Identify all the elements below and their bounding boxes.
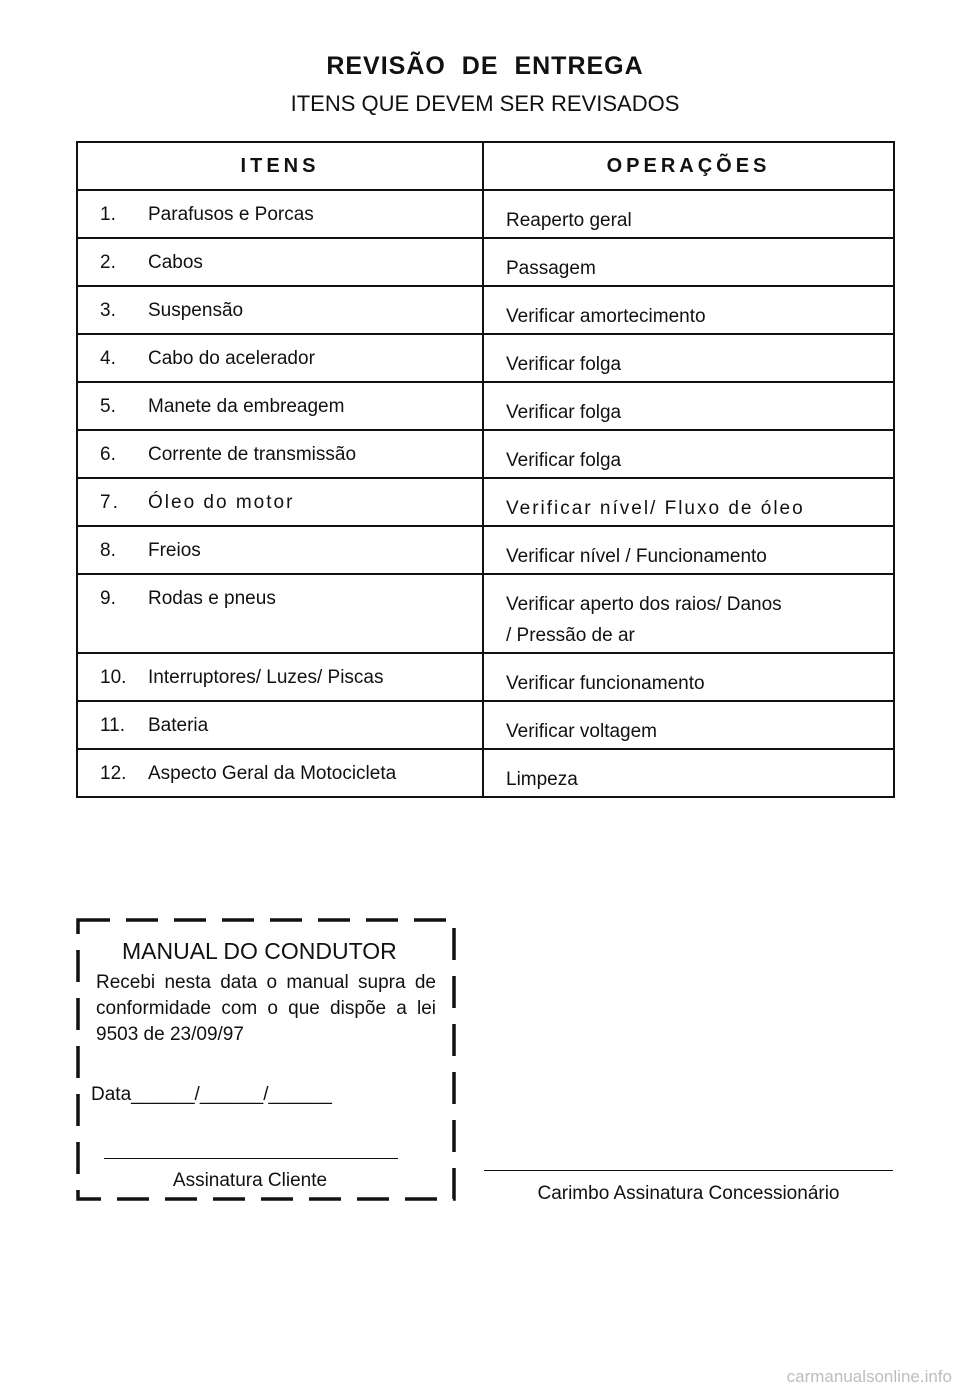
- operation: Verificar nível / Funcionamento: [506, 546, 767, 567]
- item-name: Rodas e pneus: [148, 588, 276, 609]
- table-row: [77, 286, 894, 334]
- operation: Verificar voltagem: [506, 721, 658, 742]
- item-number: 10.: [100, 667, 127, 688]
- page-subtitle: ITENS QUE DEVEM SER REVISADOS: [290, 91, 680, 116]
- item-number: 7.: [100, 492, 120, 513]
- table-row: [77, 574, 894, 653]
- client-signature-label: Assinatura Cliente: [172, 1170, 328, 1191]
- item-number: 9.: [100, 588, 116, 609]
- table-row: [77, 382, 894, 430]
- operation: Passagem: [506, 258, 596, 279]
- item-name: Cabo do acelerador: [148, 348, 315, 369]
- page-title: REVISÃO DE ENTREGA: [326, 52, 644, 80]
- item-name: Parafusos e Porcas: [148, 204, 314, 225]
- item-number: 4.: [100, 348, 116, 369]
- operation: Verificar folga: [506, 402, 622, 423]
- operation-continued: / Pressão de ar: [506, 625, 635, 646]
- client-signature-line[interactable]: [104, 1158, 398, 1159]
- dealer-signature-label: Carimbo Assinatura Concessionário: [537, 1183, 840, 1204]
- revision-table: [76, 141, 895, 798]
- item-name: Manete da embreagem: [148, 396, 345, 417]
- dealer-signature-line[interactable]: [484, 1170, 893, 1171]
- manual-receipt-box: [76, 918, 456, 1201]
- item-name: Aspecto Geral da Motocicleta: [148, 763, 397, 784]
- operation: Verificar aperto dos raios/ Danos: [506, 594, 782, 615]
- item-number: 5.: [100, 396, 116, 417]
- operation: Verificar funcionamento: [506, 673, 705, 694]
- date-field[interactable]: Data______/______/______: [91, 1084, 332, 1105]
- item-name: Bateria: [148, 715, 209, 736]
- watermark: carmanualsonline.info: [786, 1367, 952, 1386]
- table-row: [77, 526, 894, 574]
- manual-text: Recebi nesta data o manual supra de conformidade com o que dispõe a lei 9503 de 23/09/97: [96, 972, 436, 1045]
- operation: Verificar amortecimento: [506, 306, 706, 327]
- item-name: Cabos: [148, 252, 203, 273]
- operation: Verificar nível/ Fluxo de óleo: [506, 498, 805, 519]
- item-name: Interruptores/ Luzes/ Piscas: [148, 667, 384, 688]
- table-row: [77, 238, 894, 286]
- table-row: [77, 190, 894, 238]
- item-number: 11.: [100, 715, 126, 736]
- header-items: ITENS: [77, 142, 483, 190]
- item-number: 12.: [100, 763, 127, 784]
- manual-title: MANUAL DO CONDUTOR: [122, 938, 397, 964]
- item-number: 2.: [100, 252, 116, 273]
- table-row: [77, 653, 894, 701]
- item-name: Corrente de transmissão: [148, 444, 357, 465]
- table-row: [77, 334, 894, 382]
- table-row: [77, 701, 894, 749]
- table-row: [77, 430, 894, 478]
- item-name: Óleo do motor: [148, 492, 295, 513]
- operation: Limpeza: [506, 769, 578, 790]
- item-number: 8.: [100, 540, 116, 561]
- item-name: Suspensão: [148, 300, 244, 321]
- item-number: 6.: [100, 444, 116, 465]
- table-row: [77, 478, 894, 526]
- item-number: 1.: [100, 204, 116, 225]
- header-operations: OPERAÇÕES: [483, 142, 894, 190]
- table-header-row: [77, 142, 894, 190]
- table-row: [77, 749, 894, 797]
- item-number: 3.: [100, 300, 116, 321]
- operation: Verificar folga: [506, 450, 622, 471]
- operation: Verificar folga: [506, 354, 622, 375]
- operation: Reaperto geral: [506, 210, 632, 231]
- item-name: Freios: [148, 540, 201, 561]
